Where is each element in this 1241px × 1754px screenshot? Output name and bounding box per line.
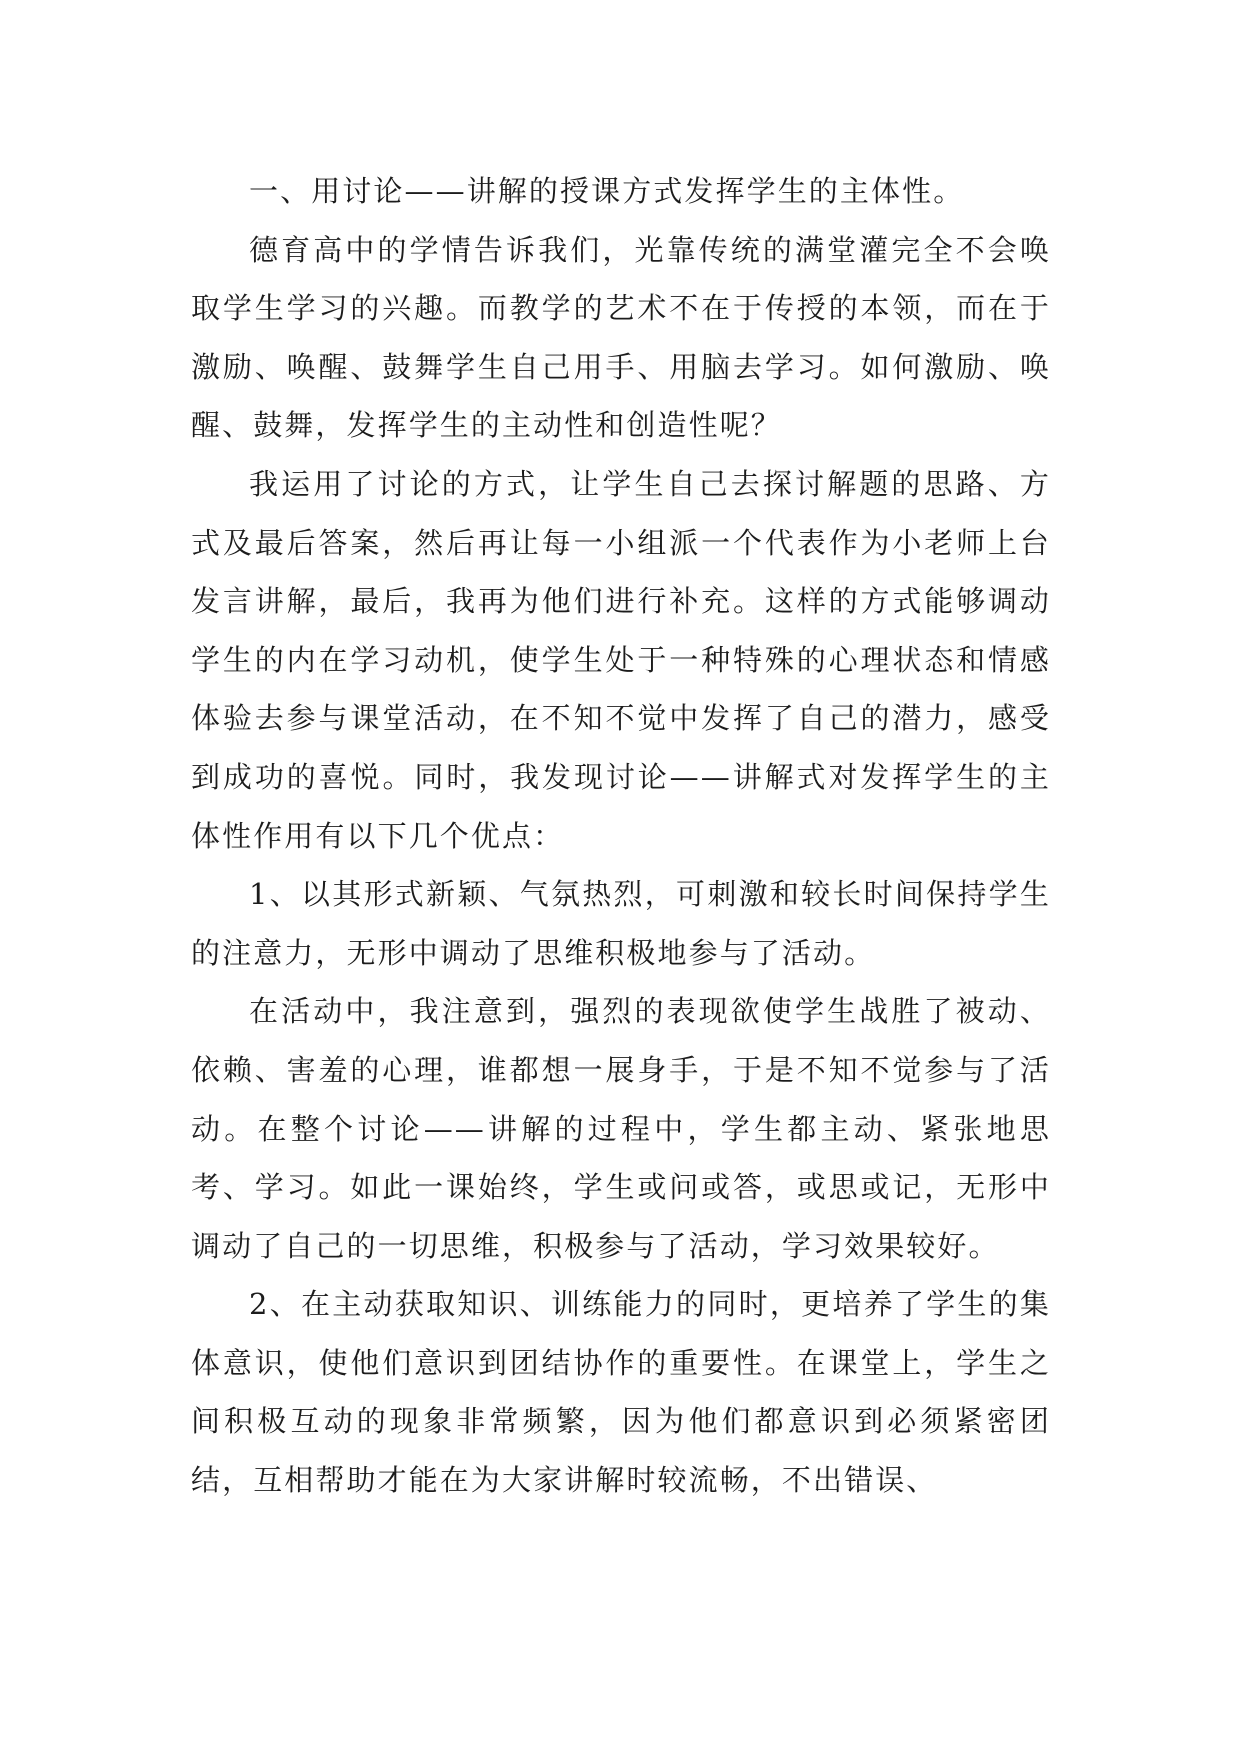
body-text — [191, 162, 1051, 1510]
paragraph: 在活动中，我注意到，强烈的表现欲使学生战胜了被动、依赖、害羞的心理，谁都想一展身手，于是不知不觉参与了活动。在整个讨论——讲解的过程中，学生都主动、紧张地思考、学习。如此一课始终，学生或问或答，或思或记，无形中调动了自己的一切思维，积极参与了活动，学习效果较好。 — [191, 994, 1051, 1263]
paragraph: 德育高中的学情告诉我们，光靠传统的满堂灌完全不会唤取学生学习的兴趣。而教学的艺术不在于传授的本领，而在于激励、唤醒、鼓舞学生自己用手、用脑去学习。如何激励、唤醒、鼓舞，发挥学生的主动性和创造性呢？ — [191, 232, 1051, 443]
paragraph: 2、在主动获取知识、训练能力的同时，更培养了学生的集体意识，使他们意识到团结协作的重要性。在课堂上，学生之间积极互动的现象非常频繁，因为他们都意识到必须紧密团结，互相帮助才能在为大家讲解时较流畅，不出错误、 — [191, 1287, 1051, 1498]
paragraph: 我运用了讨论的方式，让学生自己去探讨解题的思路、方式及最后答案，然后再让每一小组派一个代表作为小老师上台发言讲解，最后，我再为他们进行补充。这样的方式能够调动学生的内在学习动机，使学生处于一种特殊的心理状态和情感体验去参与课堂活动，在不知不觉中发挥了自己的潜力，感受到成功的喜悦。同时，我发现讨论——讲解式对发挥学生的主体性作用有以下几个优点： — [191, 466, 1051, 853]
paragraph: 1、以其形式新颖、气氛热烈，可刺激和较长时间保持学生的注意力，无形中调动了思维积极地参与了活动。 — [191, 877, 1051, 970]
section-heading: 一、用讨论——讲解的授课方式发挥学生的主体性。 — [249, 174, 965, 208]
